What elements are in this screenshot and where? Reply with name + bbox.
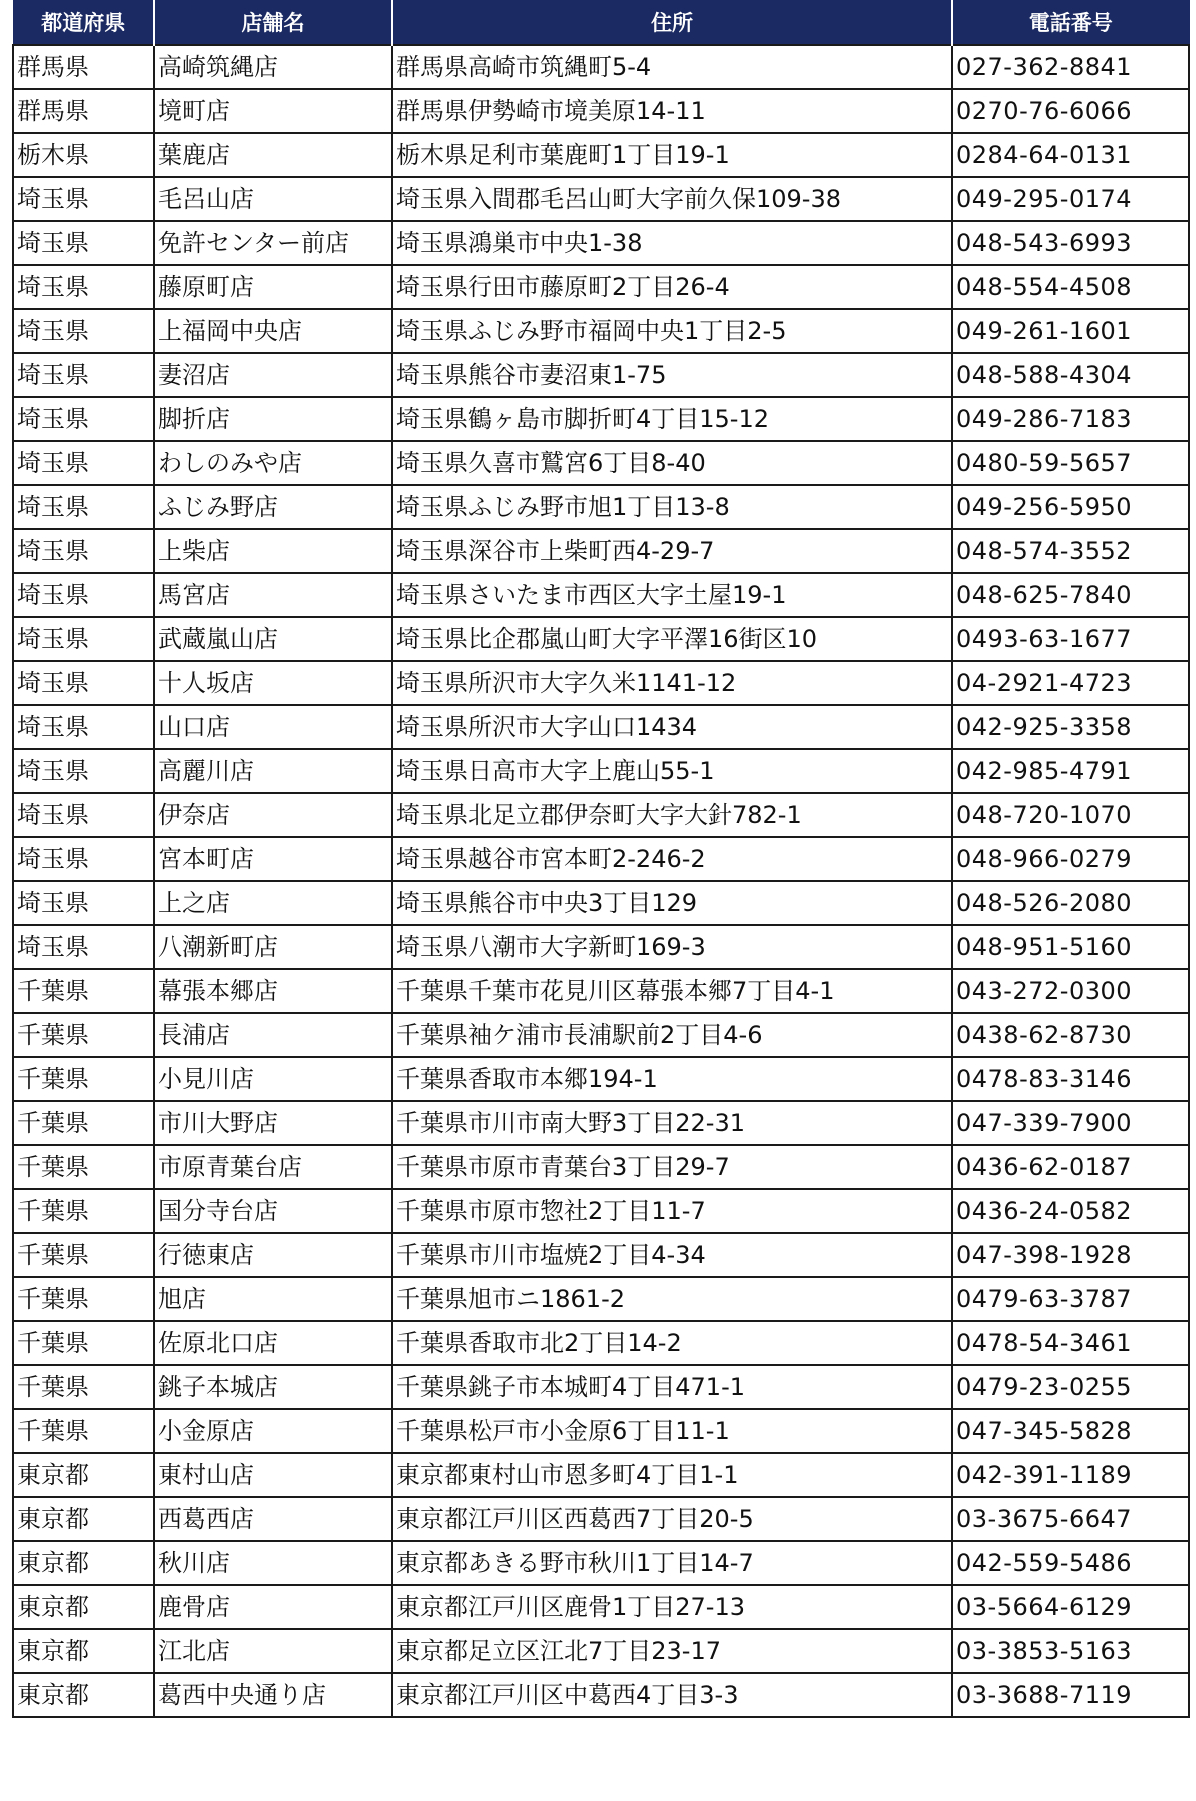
table-row <box>13 221 1189 265</box>
cell-prefecture: 埼玉県 <box>13 705 154 749</box>
cell-prefecture: 東京都 <box>13 1629 154 1673</box>
cell-phone: 049-261-1601 <box>952 309 1189 353</box>
cell-address: 埼玉県所沢市大字久米1141-12 <box>392 661 952 705</box>
cell-address: 東京都足立区江北7丁目23-17 <box>392 1629 952 1673</box>
cell-store-name: 上福岡中央店 <box>154 309 392 353</box>
cell-prefecture: 東京都 <box>13 1453 154 1497</box>
cell-prefecture: 栃木県 <box>13 133 154 177</box>
cell-phone: 0478-83-3146 <box>952 1057 1189 1101</box>
cell-store-name: 市川大野店 <box>154 1101 392 1145</box>
cell-store-name: 幕張本郷店 <box>154 969 392 1013</box>
table-row <box>13 485 1189 529</box>
cell-phone: 049-256-5950 <box>952 485 1189 529</box>
cell-phone: 048-966-0279 <box>952 837 1189 881</box>
cell-phone: 048-720-1070 <box>952 793 1189 837</box>
table-row <box>13 1013 1189 1057</box>
cell-address: 千葉県松戸市小金原6丁目11-1 <box>392 1409 952 1453</box>
cell-address: 千葉県銚子市本城町4丁目471-1 <box>392 1365 952 1409</box>
header-phone: 電話番号 <box>952 0 1189 45</box>
table-row <box>13 1233 1189 1277</box>
header-prefecture: 都道府県 <box>13 0 154 45</box>
cell-prefecture: 千葉県 <box>13 969 154 1013</box>
cell-phone: 047-339-7900 <box>952 1101 1189 1145</box>
cell-address: 千葉県市川市南大野3丁目22-31 <box>392 1101 952 1145</box>
cell-address: 埼玉県北足立郡伊奈町大字大針782-1 <box>392 793 952 837</box>
cell-phone: 0270-76-6066 <box>952 89 1189 133</box>
cell-prefecture: 東京都 <box>13 1673 154 1717</box>
cell-prefecture: 千葉県 <box>13 1057 154 1101</box>
cell-phone: 0436-62-0187 <box>952 1145 1189 1189</box>
cell-prefecture: 埼玉県 <box>13 265 154 309</box>
table-row <box>13 1101 1189 1145</box>
cell-phone: 042-391-1189 <box>952 1453 1189 1497</box>
cell-prefecture: 埼玉県 <box>13 881 154 925</box>
cell-address: 埼玉県所沢市大字山口1434 <box>392 705 952 749</box>
cell-address: 千葉県市原市青葉台3丁目29-7 <box>392 1145 952 1189</box>
cell-phone: 03-3853-5163 <box>952 1629 1189 1673</box>
table-row <box>13 793 1189 837</box>
cell-store-name: 脚折店 <box>154 397 392 441</box>
cell-phone: 04-2921-4723 <box>952 661 1189 705</box>
cell-phone: 0478-54-3461 <box>952 1321 1189 1365</box>
cell-phone: 0436-24-0582 <box>952 1189 1189 1233</box>
cell-address: 千葉県市川市塩焼2丁目4-34 <box>392 1233 952 1277</box>
cell-prefecture: 埼玉県 <box>13 749 154 793</box>
cell-address: 東京都東村山市恩多町4丁目1-1 <box>392 1453 952 1497</box>
cell-prefecture: 埼玉県 <box>13 529 154 573</box>
cell-prefecture: 千葉県 <box>13 1277 154 1321</box>
cell-store-name: 上柴店 <box>154 529 392 573</box>
cell-prefecture: 埼玉県 <box>13 793 154 837</box>
table-row <box>13 133 1189 177</box>
cell-store-name: 秋川店 <box>154 1541 392 1585</box>
table-row <box>13 89 1189 133</box>
cell-store-name: 伊奈店 <box>154 793 392 837</box>
cell-store-name: 馬宮店 <box>154 573 392 617</box>
cell-prefecture: 千葉県 <box>13 1409 154 1453</box>
header-address: 住所 <box>392 0 952 45</box>
cell-store-name: 長浦店 <box>154 1013 392 1057</box>
table-row <box>13 45 1189 89</box>
cell-prefecture: 埼玉県 <box>13 397 154 441</box>
cell-store-name: 高崎筑縄店 <box>154 45 392 89</box>
cell-address: 埼玉県深谷市上柴町西4-29-7 <box>392 529 952 573</box>
cell-prefecture: 千葉県 <box>13 1321 154 1365</box>
cell-prefecture: 千葉県 <box>13 1365 154 1409</box>
table-row <box>13 353 1189 397</box>
table-row <box>13 441 1189 485</box>
table-body <box>13 45 1189 1717</box>
cell-address: 埼玉県日高市大字上鹿山55-1 <box>392 749 952 793</box>
cell-phone: 03-3688-7119 <box>952 1673 1189 1717</box>
cell-phone: 048-543-6993 <box>952 221 1189 265</box>
table-row <box>13 1277 1189 1321</box>
cell-prefecture: 埼玉県 <box>13 309 154 353</box>
table-row <box>13 309 1189 353</box>
cell-phone: 027-362-8841 <box>952 45 1189 89</box>
cell-store-name: 葛西中央通り店 <box>154 1673 392 1717</box>
cell-address: 埼玉県入間郡毛呂山町大字前久保109-38 <box>392 177 952 221</box>
cell-phone: 042-925-3358 <box>952 705 1189 749</box>
cell-prefecture: 埼玉県 <box>13 661 154 705</box>
table-row <box>13 1541 1189 1585</box>
cell-address: 東京都あきる野市秋川1丁目14-7 <box>392 1541 952 1585</box>
cell-store-name: 武蔵嵐山店 <box>154 617 392 661</box>
table-row <box>13 1629 1189 1673</box>
table-row <box>13 529 1189 573</box>
cell-store-name: 境町店 <box>154 89 392 133</box>
cell-prefecture: 千葉県 <box>13 1189 154 1233</box>
cell-prefecture: 埼玉県 <box>13 441 154 485</box>
cell-phone: 042-559-5486 <box>952 1541 1189 1585</box>
store-list-container <box>12 0 1188 1718</box>
cell-prefecture: 東京都 <box>13 1497 154 1541</box>
cell-phone: 048-554-4508 <box>952 265 1189 309</box>
header-row <box>13 0 1189 45</box>
table-row <box>13 1145 1189 1189</box>
cell-address: 埼玉県ふじみ野市福岡中央1丁目2-5 <box>392 309 952 353</box>
table-row <box>13 1453 1189 1497</box>
table-row <box>13 1189 1189 1233</box>
cell-phone: 0480-59-5657 <box>952 441 1189 485</box>
cell-address: 千葉県香取市本郷194-1 <box>392 1057 952 1101</box>
cell-address: 埼玉県さいたま市西区大字土屋19-1 <box>392 573 952 617</box>
cell-address: 埼玉県久喜市鷲宮6丁目8-40 <box>392 441 952 485</box>
cell-phone: 03-5664-6129 <box>952 1585 1189 1629</box>
cell-phone: 048-951-5160 <box>952 925 1189 969</box>
cell-address: 千葉県市原市惣社2丁目11-7 <box>392 1189 952 1233</box>
cell-store-name: 葉鹿店 <box>154 133 392 177</box>
table-row <box>13 265 1189 309</box>
cell-address: 埼玉県鴻巣市中央1-38 <box>392 221 952 265</box>
cell-store-name: ふじみ野店 <box>154 485 392 529</box>
store-table <box>12 0 1190 1718</box>
cell-prefecture: 千葉県 <box>13 1233 154 1277</box>
cell-phone: 047-398-1928 <box>952 1233 1189 1277</box>
cell-prefecture: 群馬県 <box>13 45 154 89</box>
cell-address: 埼玉県ふじみ野市旭1丁目13-8 <box>392 485 952 529</box>
table-row <box>13 1057 1189 1101</box>
table-row <box>13 617 1189 661</box>
cell-store-name: 小見川店 <box>154 1057 392 1101</box>
cell-prefecture: 千葉県 <box>13 1013 154 1057</box>
cell-store-name: 妻沼店 <box>154 353 392 397</box>
cell-store-name: 銚子本城店 <box>154 1365 392 1409</box>
cell-address: 埼玉県熊谷市妻沼東1-75 <box>392 353 952 397</box>
cell-address: 埼玉県比企郡嵐山町大字平澤16街区10 <box>392 617 952 661</box>
table-row <box>13 1365 1189 1409</box>
cell-phone: 042-985-4791 <box>952 749 1189 793</box>
cell-phone: 048-526-2080 <box>952 881 1189 925</box>
cell-address: 埼玉県熊谷市中央3丁目129 <box>392 881 952 925</box>
table-row <box>13 749 1189 793</box>
cell-address: 千葉県袖ケ浦市長浦駅前2丁目4-6 <box>392 1013 952 1057</box>
cell-store-name: 国分寺台店 <box>154 1189 392 1233</box>
cell-address: 埼玉県行田市藤原町2丁目26-4 <box>392 265 952 309</box>
table-row <box>13 177 1189 221</box>
cell-phone: 049-286-7183 <box>952 397 1189 441</box>
cell-phone: 048-588-4304 <box>952 353 1189 397</box>
cell-phone: 0284-64-0131 <box>952 133 1189 177</box>
cell-store-name: 西葛西店 <box>154 1497 392 1541</box>
cell-prefecture: 埼玉県 <box>13 221 154 265</box>
cell-prefecture: 東京都 <box>13 1585 154 1629</box>
cell-address: 埼玉県八潮市大字新町169-3 <box>392 925 952 969</box>
cell-address: 千葉県旭市ニ1861-2 <box>392 1277 952 1321</box>
cell-prefecture: 埼玉県 <box>13 925 154 969</box>
table-row <box>13 1409 1189 1453</box>
cell-phone: 043-272-0300 <box>952 969 1189 1013</box>
cell-store-name: 小金原店 <box>154 1409 392 1453</box>
cell-address: 千葉県香取市北2丁目14-2 <box>392 1321 952 1365</box>
cell-store-name: 藤原町店 <box>154 265 392 309</box>
cell-prefecture: 東京都 <box>13 1541 154 1585</box>
cell-address: 群馬県伊勢崎市境美原14-11 <box>392 89 952 133</box>
table-row <box>13 1497 1189 1541</box>
cell-store-name: 免許センター前店 <box>154 221 392 265</box>
cell-store-name: 市原青葉台店 <box>154 1145 392 1189</box>
cell-store-name: 江北店 <box>154 1629 392 1673</box>
cell-phone: 0438-62-8730 <box>952 1013 1189 1057</box>
cell-store-name: 東村山店 <box>154 1453 392 1497</box>
table-row <box>13 573 1189 617</box>
cell-store-name: 佐原北口店 <box>154 1321 392 1365</box>
cell-address: 埼玉県鶴ヶ島市脚折町4丁目15-12 <box>392 397 952 441</box>
cell-prefecture: 埼玉県 <box>13 837 154 881</box>
cell-phone: 048-625-7840 <box>952 573 1189 617</box>
table-row <box>13 661 1189 705</box>
cell-phone: 0493-63-1677 <box>952 617 1189 661</box>
cell-store-name: 旭店 <box>154 1277 392 1321</box>
cell-store-name: 宮本町店 <box>154 837 392 881</box>
cell-phone: 0479-63-3787 <box>952 1277 1189 1321</box>
cell-store-name: 十人坂店 <box>154 661 392 705</box>
table-row <box>13 969 1189 1013</box>
cell-address: 東京都江戸川区鹿骨1丁目27-13 <box>392 1585 952 1629</box>
cell-store-name: 八潮新町店 <box>154 925 392 969</box>
cell-store-name: 毛呂山店 <box>154 177 392 221</box>
cell-prefecture: 埼玉県 <box>13 573 154 617</box>
cell-store-name: 山口店 <box>154 705 392 749</box>
table-row <box>13 705 1189 749</box>
cell-prefecture: 埼玉県 <box>13 617 154 661</box>
cell-prefecture: 埼玉県 <box>13 485 154 529</box>
header-store-name: 店舗名 <box>154 0 392 45</box>
table-header <box>13 0 1189 45</box>
table-row <box>13 397 1189 441</box>
cell-prefecture: 千葉県 <box>13 1101 154 1145</box>
cell-store-name: 上之店 <box>154 881 392 925</box>
cell-address: 東京都江戸川区中葛西4丁目3-3 <box>392 1673 952 1717</box>
table-row <box>13 1585 1189 1629</box>
table-row <box>13 1321 1189 1365</box>
cell-prefecture: 群馬県 <box>13 89 154 133</box>
cell-prefecture: 埼玉県 <box>13 177 154 221</box>
table-row <box>13 837 1189 881</box>
cell-address: 埼玉県越谷市宮本町2-246-2 <box>392 837 952 881</box>
cell-address: 群馬県高崎市筑縄町5-4 <box>392 45 952 89</box>
cell-phone: 047-345-5828 <box>952 1409 1189 1453</box>
cell-prefecture: 埼玉県 <box>13 353 154 397</box>
cell-store-name: 鹿骨店 <box>154 1585 392 1629</box>
table-row <box>13 1673 1189 1717</box>
cell-store-name: わしのみや店 <box>154 441 392 485</box>
cell-phone: 03-3675-6647 <box>952 1497 1189 1541</box>
cell-phone: 048-574-3552 <box>952 529 1189 573</box>
cell-address: 栃木県足利市葉鹿町1丁目19-1 <box>392 133 952 177</box>
cell-store-name: 行徳東店 <box>154 1233 392 1277</box>
cell-phone: 049-295-0174 <box>952 177 1189 221</box>
cell-phone: 0479-23-0255 <box>952 1365 1189 1409</box>
cell-address: 千葉県千葉市花見川区幕張本郷7丁目4-1 <box>392 969 952 1013</box>
cell-address: 東京都江戸川区西葛西7丁目20-5 <box>392 1497 952 1541</box>
table-row <box>13 881 1189 925</box>
table-row <box>13 925 1189 969</box>
cell-prefecture: 千葉県 <box>13 1145 154 1189</box>
cell-store-name: 高麗川店 <box>154 749 392 793</box>
